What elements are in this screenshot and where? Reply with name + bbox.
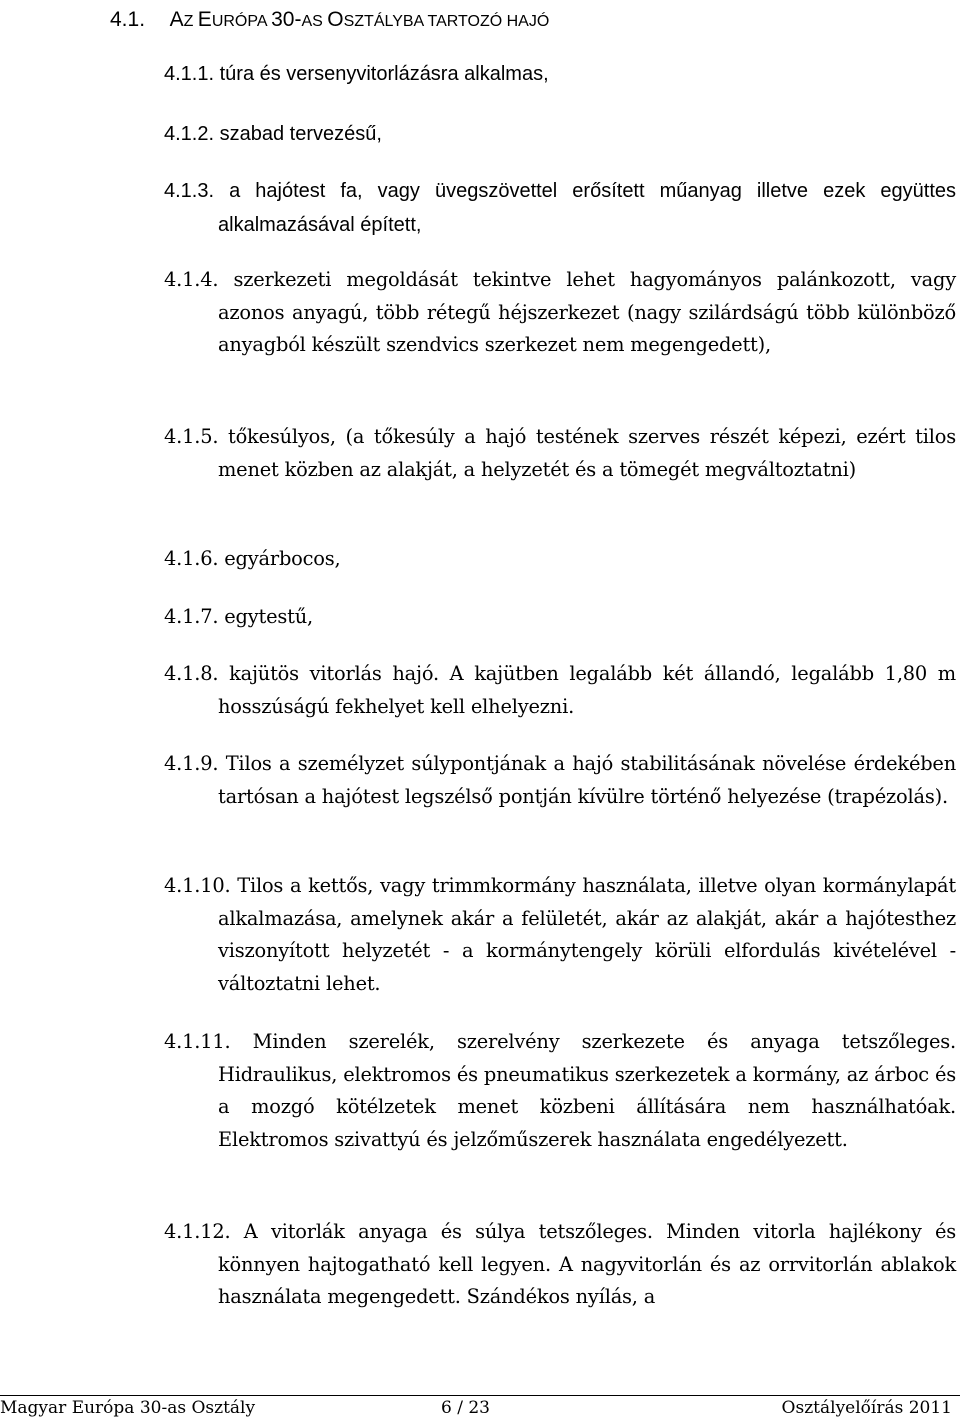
- heading-part: SZTÁLYBA TARTOZÓ HAJÓ: [343, 13, 550, 30]
- heading-part: AS: [301, 13, 328, 30]
- page-number: 6 / 23: [441, 1398, 490, 1418]
- item-text: Minden szerelék, szerelvény szerkezete és anyaga tetszőleges. Hidraulikus, elektromos és pneumatikus szerkezetek a kormány, az árboc és a mozgó kötélzetek menet közbeni állítására nem használhatóak. Elektromos szivattyú és jelzőműszerek használata engedélyezett.: [218, 1030, 956, 1151]
- item-text: Tilos a kettős, vagy trimmkormány használata, illetve olyan kormánylapát alkalmazása, amelynek akár a felületét, akár az alakját, akár a hajótesthez viszonyított helyzetét - a kormánytengely körüli elfordulás kivételével - változtatni lehet.: [218, 874, 956, 995]
- item-text: a hajótest fa, vagy üvegszövettel erősített műanyag illetve ezek együttes alkalmazásával épített,: [218, 180, 956, 236]
- list-item: [164, 870, 956, 1000]
- list-item: [164, 1216, 956, 1314]
- list-item: [164, 264, 956, 362]
- item-number: 4.1.9.: [164, 752, 219, 775]
- item-number: 4.1.12.: [164, 1220, 231, 1243]
- list-item: [164, 748, 956, 813]
- item-text: tőkesúlyos, (a tőkesúly a hajó testének szerves részét képezi, ezért tilos menet közben az alakját, a helyzetét és a tömegét megváltoztatni): [218, 425, 956, 481]
- item-number: 4.1.3.: [164, 180, 215, 202]
- item-number: 4.1.5.: [164, 425, 219, 448]
- heading-number: 4.1.: [110, 8, 146, 31]
- heading-part: O: [327, 8, 344, 31]
- item-number: 4.1.1.: [164, 63, 215, 85]
- item-number: 4.1.8.: [164, 662, 219, 685]
- heading-part: A: [169, 8, 184, 31]
- page-footer: [0, 1395, 960, 1418]
- item-number: 4.1.7.: [164, 605, 219, 628]
- item-text: Tilos a személyzet súlypontjának a hajó stabilitásának növelése érdekében tartósan a hajótest legszélső pontján kívülre történő helyezése (trapézolás).: [218, 752, 956, 808]
- list-item: [164, 174, 956, 242]
- item-text: egyárbocos,: [224, 547, 341, 570]
- item-number: 4.1.10.: [164, 874, 231, 897]
- list-item: [164, 118, 956, 151]
- list-item: [164, 58, 956, 91]
- list-item: [164, 543, 956, 576]
- item-text: túra és versenyvitorlázásra alkalmas,: [219, 63, 549, 85]
- item-number: 4.1.2.: [164, 123, 215, 145]
- heading-part: 30-: [271, 8, 302, 31]
- item-number: 4.1.11.: [164, 1030, 231, 1053]
- footer-left: Magyar Európa 30-as Osztály: [0, 1398, 256, 1418]
- heading-part: E: [197, 8, 212, 31]
- list-item: [164, 1026, 956, 1156]
- section-heading: [110, 6, 549, 36]
- heading-part: URÓPA: [211, 13, 272, 30]
- list-item: [164, 658, 956, 723]
- list-item: [164, 601, 956, 634]
- item-text: egytestű,: [224, 605, 313, 628]
- item-number: 4.1.4.: [164, 268, 219, 291]
- item-text: szerkezeti megoldását tekintve lehet hagyományos palánkozott, vagy azonos anyagú, több rétegű héjszerkezet (nagy szilárdságú több különböző anyagból készült szendvics szerkezet nem megengedett),: [218, 268, 957, 357]
- item-text: kajütös vitorlás hajó. A kajütben legalább két állandó, legalább 1,80 m hosszúságú fekhelyet kell elhelyezni.: [218, 662, 956, 718]
- footer-right: Osztályelőírás 2011: [781, 1398, 952, 1418]
- item-text: szabad tervezésű,: [219, 123, 382, 145]
- list-item: [164, 421, 956, 486]
- item-text: A vitorlák anyaga és súlya tetszőleges. Minden vitorla hajlékony és könnyen hajtogatható kell legyen. A nagyvitorlán és az orrvitorlán ablakok használata megengedett. Szándékos nyílás, a: [218, 1220, 956, 1309]
- item-number: 4.1.6.: [164, 547, 219, 570]
- heading-part: Z: [183, 13, 198, 30]
